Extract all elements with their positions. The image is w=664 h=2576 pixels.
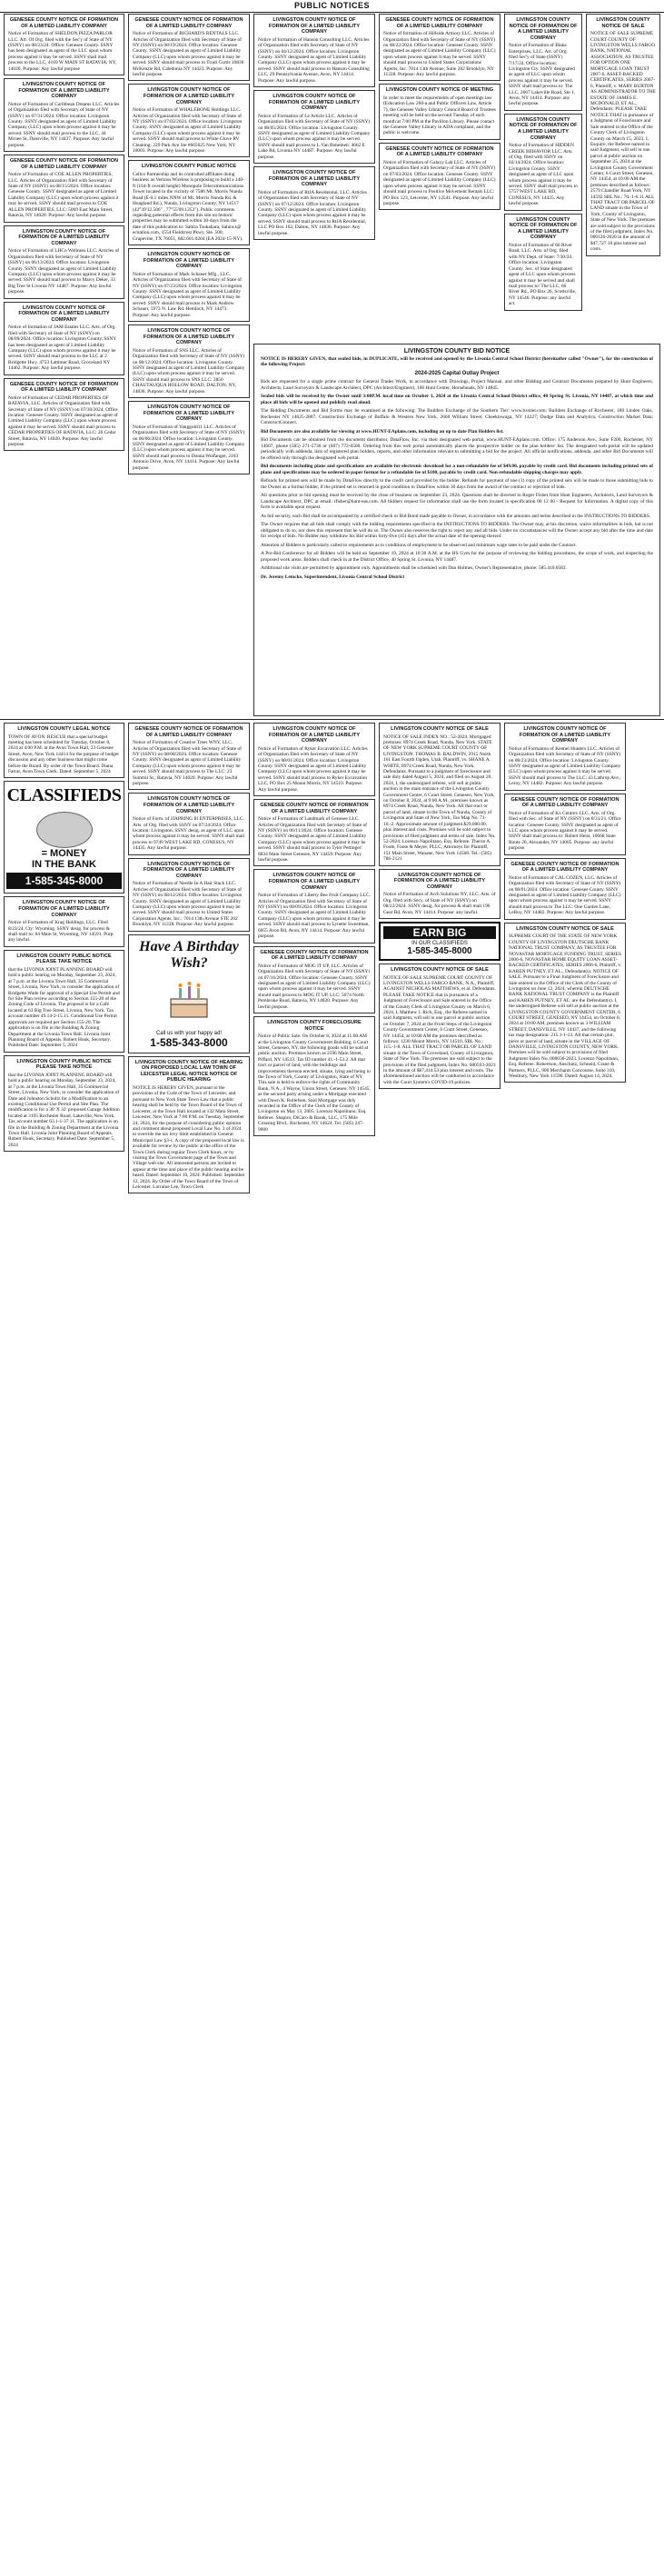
- notice-body: Notice of Formation of WHALEBONE Holdings LLC. Articles of Organization filed with Secretary of State of NY (SSNY) on 07/02/2024. Office location: Livingston County. SSNY designated as agent of Limited Liability Company (LLC) upon whom process against it may be served. SSNY should mail process to White Glove RV Cleaning: 229 Park Ave Ste #665625 New York, NY 10003. Purpose: Any lawful purpose.: [133, 107, 243, 155]
- legal-notice: [504, 858, 626, 920]
- notice-title: LIVINGSTON COUNTY NOTICE OF FORMATION OF A LIMITED LIABILITY COMPANY: [268, 726, 361, 744]
- notice-title: LIVINGSTON COUNTY NOTICE OF FORMATION OF A LIMITED LIABILITY COMPANY: [509, 116, 578, 141]
- bid-heading: LIVINGSTON COUNTY BID NOTICE: [403, 348, 510, 354]
- bid-paragraph: Bid Documents can be obtained from the document distributor, DataFlow, Inc. via their designated web portal, www.HUNT-EAplans.com. Office: 175 Anderson Ave., Suite F200, Rochester, NY 14607, phone (585) 271-5730 or (607) 772-0500. Ordering from this web portal automatically places the prospective bidder on the plan holders' list. The designated web portal will be updated periodically with addenda, lists of registered plan holders, reports, and other information relevant to submitting a bid for the project. All official notifications, addenda, and other Bid Documents will be offered only through the designated web portal.: [261, 437, 653, 461]
- legal-notice: [128, 723, 250, 790]
- notice-title: GENESEE COUNTY NOTICE OF FORMATION OF A LIMITED LIABILITY COMPANY: [9, 158, 119, 170]
- notice-title: LIVINGSTON COUNTY PUBLIC NOTICE: [141, 164, 237, 170]
- notice-title: LIVINGSTON COUNTY NOTICE OF FORMATION OF A LIMITED LIABILITY COMPANY: [268, 94, 361, 112]
- legal-notice: [4, 723, 124, 778]
- notice-title: GENESEE COUNTY NOTICE OF FORMATION OF A LIMITED LIABILITY COMPANY: [9, 17, 119, 29]
- legal-notice: [128, 1056, 250, 1194]
- bid-notice: [253, 344, 660, 716]
- legal-notice: [253, 799, 375, 866]
- notice-title: LIVINGSTON COUNTY NOTICE OF FORMATION OF A LIMITED LIABILITY COMPANY: [268, 873, 361, 891]
- notice-title: LIVINGSTON COUNTY NOTICE OF FORMATION OF A LIMITED LIABILITY COMPANY: [143, 861, 235, 879]
- notice-body: NOTICE OF SALE SUPREME COURT COUNTY OF LIVINGSTON WELLS FARGO BANK, NATIONAL ASSOCIATION, AS TRUSTEE FOR OPTION ONE MORTGAGE LOAN TRUST 2007-6, ASSET-BACKED CERTIFICATES, SERIES 2007-6, Plaintiff, v. MARY BURTON AS ADMINISTRATOR TO THE ESTATE OF JAMES E. MCDONALD, ET AL., Defendants. PLEASE TAKE NOTICE THAT in pursuance of a Judgment of Foreclosure and Sale entered in the Office of the County Clerk of Livingston County on March 15, 2023, I, Esquire, the Referee named in said Judgment, will sell in one parcel at public auction on September 25, 2024 at the Livingston County Government Center, 6 Court Street, Geneseo, NY 14454, at 10:00 AM the premises described as follows: 2579 Chandler Road York, NY 14592 SBL No.: 70.-1-6.11 ALL THAT TRACT OR PARCEL OF LAND situate in the Town of York, County of Livingston, State of New York. The premises are sold subject to the provisions of the filed judgment, Index No. 000126-2020 in the amount of $47,727.10 plus interest and costs.: [590, 31, 656, 253]
- notice-body: Notice of Formation of CAL COZEN, LLC. Articles of Organization filed with Secretary of State of NY (SSNY) on 08/01/2024. Office location: Genesee County. SSNY designated as agent of Limited Liability Company (LLC) upon whom process against it may be served. SSNY should mail process to The LLC: One Garden Lane, LeRoy, NY 14482. Purpose: Any lawful purpose.: [509, 874, 621, 916]
- notice-body: NOTICE IS HEREBY GIVEN, pursuant to the provisions of the Code of the Town of Leicester, and pursuant to New York State Town Law that a public hearing shall be held by the Town Board of the Town of Leicester, at the Town Hall located at 132 Main Street, Leicester, New York at 7:00 P.M. on Tuesday, September 24, 2024, for the purpose of considering public opinion and comment about proposed Local Law No. 3 of 2024 to override the tax levy limit established in General Municipal Law §3-c. A copy of the proposed local law is available for review by the public at the office of the Town Clerk during regular Town Clerk hours, or by visiting the Town Government page of the Town and Village web site. All interested persons are invited to appear at the time and place of the public hearing and be heard. Dated: September 10, 2024. Published: September 12, 2024. By Order of the Town Board of the Town of Leicester. Lorraine Lee, Town Clerk: [133, 1085, 245, 1190]
- notice-title: LIVINGSTON COUNTY FORECLOSURE NOTICE: [267, 1019, 362, 1032]
- legal-notice: [128, 160, 250, 245]
- notice-title: LIVINGSTON COUNTY NOTICE OF SALE: [596, 17, 650, 29]
- notice-body: Notice of Formation of Kx Centrex LLC. Arts. of Org. filed with Sec. of State of NY (SSNY) on 8/31/21. Office location: Genesee County. SSNY designated as agent of LLC upon whom process against it may be served. SSNY shall mail process to: Robert Heist, 10668 State Route 20, Alexander, NY 14005. Purpose: any lawful purpose.: [509, 810, 621, 852]
- notice-body: Notice of Formation of SNS LLC. Articles of Organization filed with Secretary of State of NY (SSNY) on 08/12/2024. Office location: Livingston County. SSNY designated as agent of Limited Liability Company (LLC) upon whom process against it may be served. SSNY should mail process to SNS LLC: 2850 CHAUTAUQUA HOLLOW ROAD, DALTON, NY, 14836. Purpose: Any lawful purpose.: [133, 347, 245, 394]
- bid-paragraph: Bid documents including plans and specifications are available for electronic download for a non-refundable fee of $49.00, payable by credit card. Bid documents including printed sets of plans and specifications may be ordered in paper format for a refundable fee of $100, payable by credit card. Non-refundable shipping charges may apply.: [261, 464, 653, 475]
- notice-title: LIVINGSTON COUNTY NOTICE OF FORMATION OF A LIMITED LIABILITY COMPANY: [393, 872, 486, 890]
- classifieds-title: CLASSIFIEDS: [6, 785, 122, 806]
- legal-notice: [253, 90, 375, 164]
- bid-paragraph: The Owner requires that all bids shall comply with the bidding requirements specified in the INSTRUCTIONS TO BIDDERS. The Owner may, at his discretion, waive informalities in bids, but is not obligated to do so, nor does this represent that he will do so. The Owner also reserves the right to reject any and all bids. Under no circumstances will the Owner accept any bid after the time and date for receipt of bids. No Bidder may withdraw his Bid within forty-five (45) days after the actual date of the opening thereof.: [261, 522, 653, 539]
- top-column-2: [128, 14, 250, 718]
- legal-notice: [504, 723, 626, 791]
- notice-title: GENESEE COUNTY NOTICE OF FORMATION OF A LIMITED LIABILITY COMPANY: [510, 796, 619, 809]
- bid-signature: Dr. Jeremy Lemcke, Superintendent, Livonia Central School District: [261, 574, 405, 580]
- notice-body: Notice of Formation of Mark Schauer Mfg., LLC. Articles of Organization filed with Secretary of State of NY (SSNY) on 07/23/2024. Office location: Livingston County. SSNY designated as agent of Limited Liability Company (LLC) upon whom process against it may be served. SSNY should mail process to Mark Andrew Schauer, 5973 N. Law Rd. Hemlock, NY 14473. Purpose: Any lawful purpose.: [133, 271, 243, 318]
- notice-title: GENESEE COUNTY NOTICE OF FORMATION OF A LIMITED LIABILITY COMPANY: [385, 17, 494, 29]
- notice-title: LIVINGSTON COUNTY NOTICE OF FORMATION OF A LIMITED LIABILITY COMPANY: [143, 87, 235, 105]
- notice-title: LIVINGSTON COUNTY NOTICE OF FORMATION OF A LIMITED LIABILITY COMPANY: [18, 82, 110, 100]
- notice-body: Notice of Formation of Needle In A Hair Stack LLC. Articles of Organization filed with Secretary of State of NY (SSNY) on 08/12/2024. Office location: Livingston County. SSNY designated as agent of Limited Liability Company (LLC) upon whom process against it may be served. SSNY should mail process to United States Corporation Agents, Inc.: 7014 13th Avenue STE 202 Brooklyn, NY 11228. Purpose: Any lawful purpose.: [133, 881, 243, 928]
- notice-title: LIVINGSTON COUNTY NOTICE OF FORMATION OF A LIMITED LIABILITY COMPANY: [18, 228, 110, 246]
- notice-title: GENESEE COUNTY NOTICE OF FORMATION OF A LIMITED LIABILITY COMPANY: [260, 949, 369, 962]
- notice-title: GENESEE COUNTY NOTICE OF FORMATION OF A LIMITED LIABILITY COMPANY: [134, 17, 243, 29]
- legal-notice: [253, 166, 375, 240]
- notice-title: LIVINGSTON COUNTY NOTICE OF SALE: [391, 966, 489, 973]
- notice-title: GENESEE COUNTY NOTICE OF FORMATION OF A LIMITED LIABILITY COMPANY: [260, 803, 369, 814]
- notice-title: LIVINGSTON COUNTY NOTICE OF FORMATION OF A LIMITED LIABILITY COMPANY: [143, 796, 235, 814]
- notice-title: GENESEE COUNTY NOTICE OF FORMATION OF A LIMITED LIABILITY COMPANY: [385, 145, 494, 158]
- legal-notice: [4, 78, 124, 152]
- notice-title: LIVINGSTON COUNTY NOTICE OF MEETING: [385, 87, 494, 94]
- classifieds-ad[interactable]: [4, 781, 124, 894]
- legal-notice: [128, 793, 250, 854]
- notice-title: LIVINGSTON COUNTY NOTICE OF FORMATION OF A LIMITED LIABILITY COMPANY: [509, 216, 578, 241]
- notice-title: LIVINGSTON COUNTY NOTICE OF FORMATION OF A LIMITED LIABILITY COMPANY: [18, 305, 110, 323]
- legal-notice: [128, 324, 250, 398]
- legal-notice: [504, 923, 626, 1083]
- birthday-subtitle: Call us with your happy ad!: [155, 1030, 223, 1036]
- legal-notice: [379, 143, 500, 210]
- notice-body: Notice of Formation of RICHARD'S RENTALS LLC. Articles of Organization filed with Secretary of State of NY (SSNY) on 08/19/2024. Office location: Genesee County. SSNY designated as agent of Limited Liability Company (LLC) upon whom process against it may be served. SSNY should mail process to Trudi Curtis 10836 McKenzie Rd, Caledonia NY 14423. Purpose: Any lawful purpose.: [133, 31, 244, 78]
- notice-body: Notice of formation of Hillside Armory LLC. Articles of Organization filed with Secretary of State of NY (SSNY) on 08/22/2024. Office location: Genesee County. SSNY designated as agent of Limited Liability Company (LLC) upon whom process against it may be served. SSNY should mail process to United States Corporations Agents, Inc. 7014 13th Avenue, Suite 202 Brooklyn, NY 11228. Purpose: Any lawful purpose.: [383, 31, 496, 78]
- notice-title: LIVINGSTON COUNTY NOTICE OF FORMATION OF A LIMITED LIABILITY COMPANY: [143, 327, 235, 346]
- notice-body: In order to meet the requirements of open meetings law (Education Law 260-a and Public Officers Law, Article 7), the Genesee Valley Library Council Board of Trustees meeting will be held on the second Tuesday of each month at 7:00 PM at the Pavilion Library. Please contact the Genesee Valley Library in ADA compliant, and the public is welcome.: [383, 95, 497, 136]
- top-column-5: [504, 14, 582, 341]
- notice-body: Notice of Formation of HIDDEN CREEK BEHAVIOR LLC. Arts. of Org. filed with SSNY on 02/14/2024. Office location: Livingston County. SSNY designated as agent of LLC upon whom process against it may be served. SSNY shall mail process to 5757 WEST LAKE RD, CONESUS, NY 14435. Any lawful purpose.: [509, 143, 578, 207]
- earn-ad[interactable]: [379, 922, 500, 961]
- legal-notice: [4, 1055, 124, 1152]
- top-column-3: [253, 14, 375, 341]
- legal-notice: [128, 401, 250, 474]
- top-column-4: [379, 14, 500, 341]
- notice-title: LIVINGSTON COUNTY NOTICE OF FORMATION OF A LIMITED LIABILITY COMPANY: [268, 17, 361, 35]
- notice-body: Notice of Formation of Le Article LLC. Articles of Organization filed with Secretary of State of NY (SSNY) on 08/05/2024. Office location: Livingston County. SSNY designated as agent of Limited Liability Company (LLC) upon whom process against it may be served. SSNY should mail process to L.Van Bohemen: 4662 E Lake Rd, Livonia NY 14487. Purpose: Any lawful purpose.: [258, 113, 371, 160]
- notice-title: LIVINGSTON COUNTY NOTICE OF FORMATION OF A LIMITED LIABILITY COMPANY: [143, 251, 235, 270]
- legal-notice: [379, 964, 500, 1089]
- notice-body: that the LIVONIA JOINT PLANNING BOARD will hold a public hearing on Monday, September 23, 2024, at 7 p.m. at the Livonia Town Hall, 35 Commercial Street, Livonia, New York, to consider the application of Bridgette Wade for approval of a Special Use Permit and for Site Plan review according to Section 155-20 of the Zoning Code of Livonia. The proposal is for a Café located at 63 Big Tree Street, Livonia, New York. Tax account number 49.14-2-15.11. Conditional Use Permit approvals are required per Section 155-20. The application is on file in the Building & Zoning Department at the Livonia Town Hall. Livonia Joint Planning Board of Appeals. Robert Houk, Secretary. Published Date: September 5, 2024: [8, 967, 120, 1049]
- top-column-1: [4, 14, 124, 718]
- notice-body: Notice of Formation of Arch Solutions NY, LLC. Arts. of Org. filed with Secy. of State of NY (SSNY) on 08/22/2024. SSNY desig. for process & shall mail 196 Gear Rd, Avon, NY 14414. Purpose: any lawful.: [383, 892, 496, 915]
- notice-body: Notice of Formation of Galaxy Lab LLC. Articles of Organization filed with Secretary of State of NY (SSNY) on 07/03/2024. Office location: Genesee County. SSNY designated as agent of Limited Liability Company (LLC) upon whom process against it may be served. SSNY should mail process to Positive Movement Rentals LLC: PO Box 123, Leicester, NY 12541. Purpose: Any lawful purpose.: [383, 160, 496, 206]
- legal-notice: [379, 723, 500, 866]
- legal-notice: [253, 1016, 375, 1136]
- legal-notice: [504, 794, 626, 855]
- notice-body: Notice of Formation of COE ALLEN PROPERTIES, LLC. Articles of Organization filed with Secretary of State of NY (SSNY) on 08/15/2024. Office location: Genesee County. SSNY designated as agent of Limited Liability Company (LLC) upon whom process against it may be served. SSNY should mail process to COE ALLEN PROPERTIES, LLC: 5069 East Main Street, Batavia, NY 14020. Purpose: Any lawful purpose.: [8, 172, 119, 219]
- notice-title: LIVINGSTON COUNTY NOTICE OF FORMATION OF A LIMITED LIABILITY COMPANY: [18, 900, 110, 918]
- notice-title: LIVINGSTON COUNTY PUBLIC NOTICE PLEASE TAKE NOTICE: [16, 953, 112, 965]
- bid-paragraph: Attention of Bidders is particularly called to requirements as to conditions of employment to be observed and minimum wage rates to be paid under the Contract.: [261, 542, 577, 548]
- legal-notice: [253, 869, 375, 943]
- classifieds-phone: 1-585-345-8000: [6, 873, 122, 889]
- bid-paragraph: Refunds for printed sets will be made by DataFlow directly to the credit card provided by the bidder. Refunds for payment of one (1) copy of the printed sets will be made to those submitting bids to the Owner as a formal bidder, if the printed set is returned in good condition to DataFlow within 30 days from the award of the contract or rejection of bids.: [261, 478, 653, 490]
- bottom-column-5: [504, 723, 626, 2572]
- notice-title: LIVINGSTON COUNTY NOTICE OF FORMATION OF A LIMITED LIABILITY COMPANY: [268, 170, 361, 188]
- notice-title: LIVINGSTON COUNTY LEGAL NOTICE: [17, 726, 111, 732]
- notice-title: GENESEE COUNTY NOTICE OF FORMATION OF A LIMITED LIABILITY COMPANY: [134, 726, 243, 738]
- notice-body: Notice of Formation of CEDAR PROPERTIES OF BATAVIA, LLC. Articles of Organization filed with Secretary of State of NY (SSNY) on 07/30/2024. Office location: Genesee County. SSNY designated as agent of Limited Liability Company (LLC) upon whom process against it may be served. SSNY should mail process to CEDAR PROPERTIES OF BATAVIA, LLC: 26 Cedar Street, Batavia, NY 14020. Purpose: Any lawful purpose.: [8, 394, 118, 447]
- notice-body: that the LIVONIA JOINT PLANNING BOARD will hold a public hearing on Monday, September 23, 2024, at 7 p.m. at the Livonia Town Hall, 35 Commercial Street, Livonia, New York, to consider the application of Dale and Johnston Schultz for a Modification to an existing Conditional Use Permit and Site Plan. The modification is for a 30' X 32' proposed Garage Addition located at 3195 Rochester Road, Lakeville, New York. Tax account number 63.1-1-37.11. The application is on file in the Building & Zoning Department at the Livonia Town Hall. Livonia Joint Planning Board of Appeals. Robert Houk, Secretary. Published Date: September 5, 2024: [8, 1072, 120, 1148]
- notice-title: LIVINGSTON COUNTY NOTICE OF HEARING ON PROPOSED LOCAL LAW TOWN OF LEICESTER LEGAL NOTICE NOTICE OF PUBLIC HEARING: [134, 1059, 243, 1083]
- notice-body: Notice of Formation of Caribbean Dreams LLC. Articles of Organization filed with Secretary of State of NY (SSNY) on 07/31/2024. Office location: Livingston County. SSNY designated as agent of Limited Liability Company (LLC) upon whom process against it may be served. SSNY should mail process to the LLC, 44 Mcnee St, Dansville, NY 14437. Purpose: Any lawful purpose.: [8, 101, 120, 148]
- notice-body: Notice of Public Sale. On October 8, 2024 at 11:00 AM at the Livingston County Government Building, 6 Court Street, Geneseo, NY, the following goods will be sold at public auction. Premises known as 2596 Main Street, Piffard, NY 14533. Tax ID number 41.-1-53.2. All that tract or parcel of land, with the buildings and improvements thereon erected, situate, lying and being in the Town of York, County of Livingston, State of NY. This sale is held to enforce the rights of Community Bank, N.A., 4 Wayne, Union Street, Geneseo, NY 14545, as the secured party arising under a Mortgage executed with Dawn K. Rollefsen. Said Mortgage was duly recorded in the Office of the Clerk of the County of Livingston on May 13, 2005. Lorenzo Napolitano, Esq. Referee. Shapiro, DiCaro & Barak, LLC, 175 Mile Crossing Blvd., Rochester, NY 14624. Tel. (585) 247-9000: [258, 1033, 371, 1133]
- notice-body: NOTICE OF SALE SUPREME COURT COUNTY OF LIVINGSTON WELLS FARGO BANK, N.A., Plaintiff, AGAINST NICHOLAS MATTHEWS, et al. Defendants. PLEASE TAKE NOTICE that in pursuance of a Judgment of Foreclosure and Sale entered in the Office of the County Clerk of Livingston County on March 6, 2024, I, Matthew J. Rich, Esq., the Referee named in said Judgment, will sell in one parcel at public auction on October 7, 2024 at the Front Steps of the Livingston County Government Center, 6 Court Street, Geneseo, NY 14454, at 10:00 AM the premises described as follows: 1230 Mount Morris, NY 14510. SBL No.: 115.-1-8. ALL THAT TRACT OR PARCEL OF LAND situate in the Town of Groveland, County of Livingston, State of New York. The premises are sold subject to the provisions of the filed judgment, Index No. 000593-2023 in the amount of $87,414.53 plus interest and costs. The aforementioned auction will be conducted in accordance with the Court System's COVID-19 policies.: [383, 974, 496, 1085]
- bid-intro: NOTICE IS HEREBY GIVEN, that sealed bids, in DUPLICATE, will be received and opened by the Livonia Central School District (hereinafter called "Owner"), for the construction of the following Project:: [261, 355, 653, 367]
- bottom-column-3: [253, 723, 375, 2572]
- notice-title: LIVINGSTON COUNTY NOTICE OF SALE: [516, 925, 614, 932]
- legal-notice: [253, 14, 375, 87]
- notice-body: Notice of Form. of JJAPRING Ill ENTERPRISES, LLC. Arts. of Org. filed with SSNY on 07/24/2024. Office location: Livingston. SSNY desig. as agent of LLC upon whom process against it may be served. SSNY shall mail process to 9749 WEST LAKE RD, CONESUS, NY 14435. Any lawful purpose.: [133, 816, 245, 852]
- legal-notice: [128, 248, 250, 322]
- notice-body: SUPREME COURT OF THE STATE OF NEW YORK COUNTY OF LIVINGSTON DEUTSCHE BANK NATIONAL TRUST COMPANY, AS TRUSTEE FOR NOVASTAR MORTGAGE FUNDING TRUST, SERIES 2006-6, NOVASTAR HOME EQUITY LOAN ASSET-BACKED CERTIFICATES, SERIES 2006-6, Plaintiff, v. KAREN PUTNEY, ET AL., Defendant(s). NOTICE OF SALE. Pursuant to a Final Judgment of Foreclosure and Sale entered in the Office of the Clerk of the County of Livingston on June 12, 2024, wherein DEUTSCHE BANK NATIONAL TRUST COMPANY is the Plaintiff and KAREN PUTNEY, ET AL. are the Defendant(s). I, the undersigned Referee will sell at public auction at the LIVINGSTON COUNTY GOVERNMENT CENTER, 6 COURT STREET, GENESEO, NY 14454, on October 8, 2024 at 10:00 AM, premises known as 3 WILLIAM STREET, DANSVILLE, NY 14437, and the following tax map designation: 215.1-1-13. All that certain plot, piece or parcel of land, situate in the VILLAGE OF DANSVILLE, LIVINGSTON COUNTY, NEW YORK. Premises will be sold subject to provisions of filed Judgment Index No. 000030-2023. Lorenzo Napolitano, Esq. Referee. Robertson, Anschutz, Schneid, Crane & Partners, PLLC, 900 Merchants Concourse, Suite 310, Westbury, New York 11590. Dated: August 14, 2024.: [509, 934, 621, 1080]
- bid-paragraph: The Bidding Documents and Bid Forms may be examined at the following: The Builders Exchange of the Southern Tier: www.bxstier.com; Builders Exchange of Rochester, 180 Linden Oaks, Rochester NY 14625-2807; Construction Exchange of Buffalo & Western New York, 2660 William Street, Cheektowaga, NY 14227; Dodge Data and Analytics; Construction Market Data; ConstructConnect.: [261, 408, 653, 425]
- notice-title: GENESEE COUNTY NOTICE OF FORMATION OF A LIMITED LIABILITY COMPANY: [510, 861, 619, 874]
- bottom-column-1: [4, 723, 124, 2572]
- legal-notice: [379, 869, 500, 919]
- notice-body: Notice of Formation of RtJA Residential, LLC. Articles of Organization filed with Secretary of State of NY (SSNY) on 07/12/2024. Office location: Livingston County. SSNY designated as agent of Limited Liability Company (LLC) upon whom process against it may be served. SSNY should mail process to RtJA Residential, LLC PO Box 162, Dalton, NY 14836. Purpose: Any lawful purpose.: [258, 189, 367, 236]
- section-divider: [0, 719, 664, 720]
- notice-title: GENESEE COUNTY NOTICE OF FORMATION OF A LIMITED LIABILITY COMPANY: [9, 381, 119, 394]
- earn-phone: 1-585-345-8000: [407, 945, 472, 956]
- legal-notice: [128, 84, 250, 157]
- legal-notice: [4, 14, 124, 75]
- notice-title: LIVINGSTON COUNTY NOTICE OF FORMATION OF A LIMITED LIABILITY COMPANY: [509, 17, 578, 41]
- notice-body: TOWN OF AVON. RESCUE that a special budget meeting has been scheduled for Tuesday, October 8, 2024 at 4:00 P.M. at the Avon Town Hall, 23 Genesee Street, Avon, New York 14414 for the purpose of budget discussion and any other business that might come before the Board. By order of the Town Board. Diana Farrar, Avon Town Clerk. Dated: September 5, 2024: [8, 734, 119, 775]
- legal-notice: [4, 225, 124, 299]
- top-column-6: [586, 14, 660, 341]
- piggy-bank-icon: [36, 812, 93, 848]
- bottom-column-4: [379, 723, 500, 2572]
- notice-title: LIVINGSTON COUNTY NOTICE OF FORMATION OF A LIMITED LIABILITY COMPANY: [519, 726, 611, 744]
- notice-body: Notice of Formation of SHELDON PIZZA PARLOR LLC. Art. Of Org. filed with the Sec'y of State of NY (SSNY) on 08/23/24. Office: Genesee County. SSNY has been designated as agent of the LLC upon whom process against it may be served. SSNY shall mail process to the LLC, 4169 W MAIN ST BATAVIA, NY, 14020. Purpose: Any lawful purpose: [8, 31, 117, 72]
- bid-paragraph: Sealed bids will be received by the Owner until 3:00P.M. local time on October 1, 2024 at the Livonia Central School District office, 40 Spring St. Livonia, NY 14487, at which time and place all bids will be opened and publicly read aloud.: [261, 394, 653, 405]
- notice-title: LIVINGSTON COUNTY NOTICE OF FORMATION OF A LIMITED LIABILITY COMPANY: [143, 404, 235, 423]
- notice-body: Notice of Formation of Landmark of Genesee LLC. Articles of Organization filed with Secretary of State of NY (SSNY) on 06/11/2024. Office location: Genesee County. SSNY designated as agent of Limited Liability Company (LLC) upon whom process against it may be served. SSNY should mail process to Tyler Pettinger: 8834 Main Street Genesee, NY 14459. Purpose: Any lawful purpose.: [258, 816, 367, 864]
- legal-notice: [379, 84, 500, 139]
- notice-body: Notice of Formation of Ryker Excavation LLC. Articles of Organization filed with Secretary of State of NY (SSNY) on 08/01/2024. Office location: Livingston County. SSNY designated as agent of Limited Liability Company (LLC) upon whom process against it may be served. SSNY should mail process to Ryker Excavation LLC, PO Box 25 Mount Morris, NY 14510. Purpose: Any lawful purpose.: [258, 745, 368, 793]
- legal-notice: [253, 946, 375, 1013]
- bid-paragraph: All questions prior to bid opening must be received by the close of business on September 23, 2024. Questions shall be directed to Roger Fisher from Hunt Engineers, Architects, Land Surveyors & Landscape Architect, DPC at email: rfisher@hunt-eas.com. All bidders request for information shall use the form located in specification 00 12 00 - Request for Information. A digital copy of this form is available upon request.: [261, 493, 653, 510]
- legal-notice: [4, 302, 124, 375]
- notice-body: NOTICE OF SALE INDEX NO.: 52-2024. Mortgaged premises: 8974 Creek Road, Nunda, New York. STATE OF NEW YORK SUPREME COURT COUNTY OF LIVINGSTON. THOMAS B. BALDWIN, 2915 North 161 East Fourth Ogden, Utah, Plaintiff, vs. SHANE A. WHITE, 8974 Creek Road, Nunda, New York, Defendants. Pursuant to a judgment of foreclosure and sale duly dated August 5, 2024, and filed on August 20, 2024, I, the undersigned referee, will sell at public auction in the main entrance of the Livingston County Government Center, 6 Court Street, Geneseo, New York, on October 8, 2024, at 9:00 A.M., premises known as 8974 Creek Road, Nunda, New York. All that tract or parcel of land, situate in the Town of Nunda, County of Livingston and State of New York, Tax Map No. 71-10.-2. Approximate amount of judgment $29,000.00, plus interest and costs. Premises will be sold subject to provisions of filed judgment and terms of sale. Index No. 52-2024. Lorenzo Napolitano, Esq. Referee. Theron A. Foote, Foote & Meyer, PLLC, Attorneys for Plaintiff, 151 Main Street, Wanane, New York 14568. Tel.: (585) 786-2121: [383, 734, 496, 863]
- bid-paragraph: Bids are requested for a single prime contract for General Trades Work, in accordance with Drawings, Project Manual, and other Bidding and Contract Documents prepared by Hunt Engineers, Architects, Land Surveyors & Landscape Architect, DPC (Architect/Engineer), 100 Hunt Center, Horseheads, NY 14845.: [261, 379, 653, 391]
- legal-notice: [4, 950, 124, 1053]
- bid-project: 2024-2025 Capital Outlay Project: [414, 370, 500, 376]
- bottom-column-2: [128, 723, 250, 2572]
- birthday-phone: 1-585-343-8000: [150, 1035, 228, 1049]
- legal-notice: [4, 896, 124, 946]
- notice-body: Notice of Formation of Creative Trees WNY, LLC. Articles of Organization filed with Secretary of State of NY (SSNY) on 08/08/2024. Office location: Genesee County. SSNY designated as agent of Limited Liability Company (LLC) upon whom process against it may be served. SSNY should mail process to The LLC: 23 Summit St., Batavia, NY 14020. Purpose: Any lawful purpose.: [133, 740, 242, 787]
- notice-body: Notice of Formation of Kennel Hunters LLC. Articles of Organization filed with Secretary of State of NY (SSNY) on 08/23/2024. Office location: Livingston County. SSNY designated as agent of Limited Liability Company (LLC) upon whom process against it may be served. SSNY should mail process to The LLC: 43 Lathrop Ave., Leroy, NY 14482. Purpose: Any lawful purpose.: [509, 745, 621, 787]
- legal-notice: [504, 14, 582, 111]
- legal-notice: [128, 14, 250, 81]
- notice-body: Notice of Formation of Yanggold11 LLC. Articles of Organization filed with Secretary of State of NY (SSNY) on 06/06/2024. Office location: Livingston County. SSNY designated as agent of Limited Liability Company (LLC) upon whom process against it may be served. SSNY should mail process to Donna Wolfanger, 2103 Antonio Drive, Avon, NY 14414. Purpose: Any lawful purpose.: [133, 424, 245, 471]
- legal-notice: [253, 723, 375, 796]
- legal-notice: [4, 155, 124, 222]
- earn-title: EARN BIG: [383, 926, 496, 939]
- birthday-title: Have A Birthday Wish?: [139, 938, 239, 971]
- legal-notice: [504, 214, 582, 311]
- notice-body: Notice of Formation of LHCo Wellness LLC. Articles of Organization filed with Secretary of State of NY (SSNY) on 06/13/2024. Office location: Livingston County. SSNY designated as agent of Limited Liability Company (LLC) upon whom process against it may be served. SSNY should mail process to Marcy Deker, 33 Big Tree St Livonia NY 14487. Purpose: Any lawful purpose.: [8, 248, 120, 295]
- bid-paragraph: A Pre-Bid Conference for all Bidders will be held on September 19, 2024 at 10:30 A.M. at the HS Gym for the purpose of reviewing the bidding procedures, the scope of work, and inspecting the proposed work areas. Bidders shall check in at the District Office, 40 Spring St. Livonia, NY 14487.: [261, 551, 653, 563]
- notice-body: Notice of formation of Hanson Consulting LLC. Articles of Organization filed with Secretary of State of NY (SSNY) on 04/12/2024. Office location: Livingston County. SSNY designated as agent of Limited Liability Company (LLC) upon whom process against it may be served. SSNY should mail process to Hanson Consulting LLC, 29 Pennsylvania Avenue, Avon, NY 14414. Purpose: Any lawful purpose.: [258, 36, 370, 84]
- notice-body: Notice of formation of JAM Estates LLC. Arts. of Org. filed with Secretary of State of NY (SSNY) on 08/09/2024. Office location: Livingston County. SSNY has been designated as agent of Limited Liability Company (LLC) upon whom process against it may be served. SSNY should mail process to the LLC at 2 Bridgette Hwy. 4753 Lattimer Road, Groveland NY 14462. Purpose: Any lawful purpose.: [8, 324, 116, 372]
- bid-paragraph: Additional site visits are permitted by appointment only. Appointments shall be scheduled with Dan Holmes, Owner's Representative, phone: 585.410.0582.: [261, 565, 567, 571]
- notice-body: Cellco Partnership and its controlled affiliates doing business as Verizon Wireless is proposing to build a 140-ft (164-ft overall height) Monopole Telecommunications Tower located in the vicinity of 7586 Mt. Morris Nunda Road (E-0.1 miles NNW of Mt. Morris Nunda Rd. & Hoagland Rd.), Nunda, Livingston County, NY 14517 (42°39'12.506" , 77°55'09.1252"). Public comments regarding potential effects from this site on historic properties may be submitted within 30-days from the date of this publication to: Sahira Tsukahara, Sahira.t@ ecnation.com, 1554 Fieldcrest Pkwy, Ste. 500, Grapevine, TX 76051, 682.601.0204 (EA 2024-15-NY).: [133, 172, 244, 242]
- bid-paragraph: As bid security, each Bid shall be accompanied by a certified check or Bid Bond made payable to Owner, in accordance with the amounts and terms described in the INSTRUCTIONS TO BIDDERS.: [261, 513, 651, 519]
- birthday-ad[interactable]: [128, 934, 250, 1053]
- page-title: PUBLIC NOTICES: [0, 0, 664, 13]
- notice-body: Notice of Formation of MOG IT UP, LLC. Articles of Organization filed with Secretary of State of NY (SSNY) on 07/16/2024. Office location: Genesee County. SSNY designated as agent of Limited Liability Company (LLC) upon whom process against it may be served. SSNY should mail process to MOG IT UP, LLC: 5074 North Pembroke Road, Batavia, NY 14020. Purpose: Any lawful purpose.: [258, 963, 371, 1010]
- notice-body: Notice of Formation of Blake Enterprises, LLC. Art. of Org. filed Sec'y of State (SSNY) 7/17/24. Office location: Livingston Cty. SSNY designated as agent of LLC upon whom process against it may be served. SSNY shall mail process to: The LLC, 2667 Lakeville Road, Ste 1, Avon, NY 14414. Purpose: any lawful purpose.: [509, 43, 576, 107]
- notice-title: LIVINGSTON COUNTY NOTICE OF SALE: [391, 726, 489, 732]
- legal-notice: [4, 378, 124, 452]
- notice-body: Notice of Formation of Liberty Bee Fruit Company LLC. Articles of Organization filed with Secretary of State of NY (SSNY) on 08/09/2024. Office location: Livingston County. SSNY designated as agent of Limited Liability Company (LLC) upon whom process against it may be served. SSNY should mail process to Lynette Sweetman, 6055 Avon Rd, Avon, NY 14414. Purpose: Any lawful purpose.: [258, 893, 371, 940]
- notice-body: Notice of Formation of Krag Holdings, LLC. Filed 8/23/24. Cty: Wyoming. SSNY desig. for process & shall mail to: 84 Main St, Wyoming, NY 14591. Purp: any lawful.: [8, 920, 114, 944]
- notice-body: Notice of Formation of 66 River Road, LLC. Arts. of Org. filed with NY Dept. of State: 7/30/24. Office location: Livingston County. Sec. of State designated agent of LLC upon whom process against it may be served and shall mail process to: The LLC, 66 River Rd., PO Box 26, Scottsville, NY 14546. Purpose: any lawful act.: [509, 243, 577, 307]
- notice-title: LIVINGSTON COUNTY PUBLIC NOTICE PLEASE TAKE NOTICE: [16, 1058, 112, 1071]
- legal-notice: [586, 14, 660, 256]
- classifieds-line2: IN THE BANK: [32, 859, 96, 871]
- legal-notice: [504, 114, 582, 211]
- earn-subtitle: IN OUR CLASSIFIEDS: [411, 940, 468, 946]
- legal-notice: [128, 858, 250, 932]
- bid-paragraph: Bid Documents are also available for viewing at www.HUNT-EAplans.com, including an up to date Plan Holders list.: [261, 428, 504, 434]
- birthday-cake-icon: [163, 975, 215, 1023]
- legal-notice: [379, 14, 500, 81]
- classifieds-line1: = MONEY: [41, 848, 87, 860]
